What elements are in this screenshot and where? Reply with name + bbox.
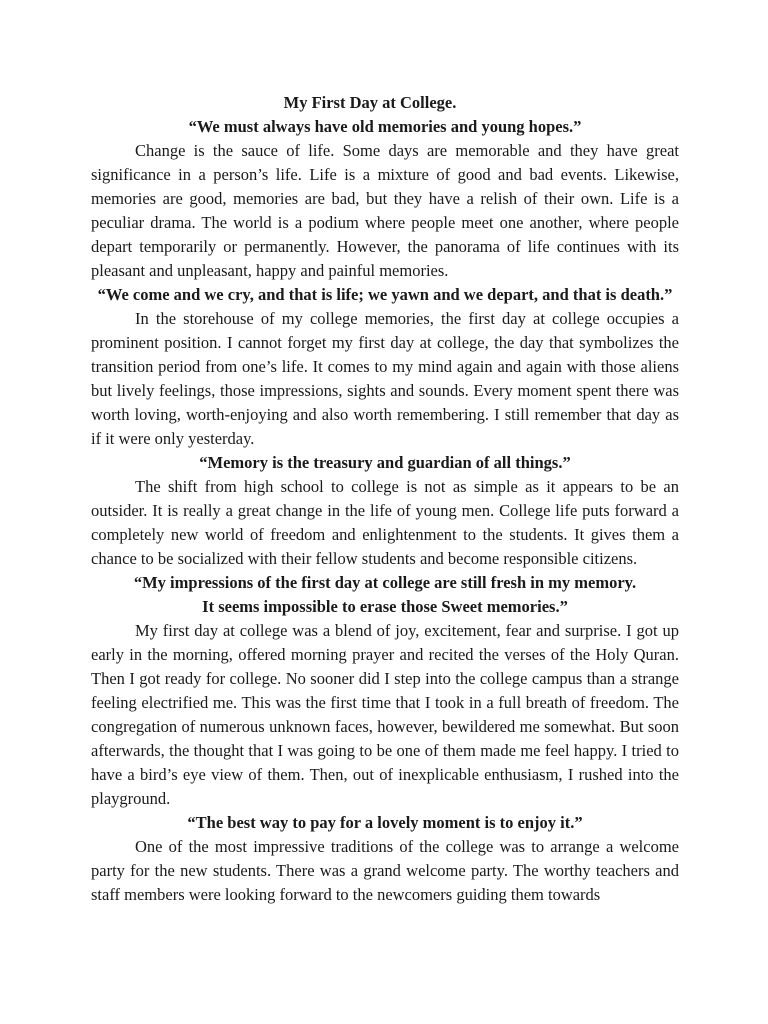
paragraph-2: In the storehouse of my college memories, the first day at college occupies a prominent position. I cannot forget my first day at college, the day that symbolizes the transition period from one’s life. It comes to my mind again and again with those aliens but lively feelings, those impressions, sights and sounds. Every moment spent there was worth loving, worth-enjoying and also worth remembering. I still remember that day as if it were only yesterday. — [91, 309, 679, 448]
quote-2: “We come and we cry, and that is life; we yawn and we depart, and that is death.” — [97, 285, 673, 304]
paragraph-5: One of the most impressive traditions of the college was to arrange a welcome party for the new students. There was a grand welcome party. The worthy teachers and staff members were looking forward to the newcomers guiding them towards — [91, 837, 679, 904]
quote-4 — [91, 571, 679, 619]
quote-5: “The best way to pay for a lovely moment is to enjoy it.” — [187, 813, 583, 832]
quote-4-line-2: It seems impossible to erase those Sweet memories.” — [202, 597, 568, 616]
quote-1: “We must always have old memories and young hopes.” — [188, 117, 582, 136]
paragraph-4: My first day at college was a blend of joy, excitement, fear and surprise. I got up early in the morning, offered morning prayer and recited the verses of the Holy Quran. Then I got ready for college. No sooner did I step into the college campus than a strange feeling electrified me. This was the first time that I took in a full breath of freedom. The congregation of numerous unknown faces, however, bewildered me somewhat. But soon afterwards, the thought that I was going to be one of them made me feel happy. I tried to have a bird’s eye view of them. Then, out of inexplicable enthusiasm, I rushed into the playground. — [91, 621, 679, 808]
document-title: My First Day at College. — [283, 93, 457, 112]
quote-4-line-1: “My impressions of the first day at college are still fresh in my memory. — [133, 573, 637, 592]
quote-3: “Memory is the treasury and guardian of all things.” — [199, 453, 571, 472]
paragraph-1: Change is the sauce of life. Some days are memorable and they have great significance in a person’s life. Life is a mixture of good and bad events. Likewise, memories are good, memories are bad, but they have a relish of their own. Life is a peculiar drama. The world is a podium where people meet one another, where people depart temporarily or permanently. However, the panorama of life continues with its pleasant and unpleasant, happy and painful memories. — [91, 141, 679, 280]
paragraph-3: The shift from high school to college is not as simple as it appears to be an outsider. It is really a great change in the life of young men. College life puts forward a completely new world of freedom and enlightenment to the students. It gives them a chance to be socialized with their fellow students and become responsible citizens. — [91, 477, 679, 568]
